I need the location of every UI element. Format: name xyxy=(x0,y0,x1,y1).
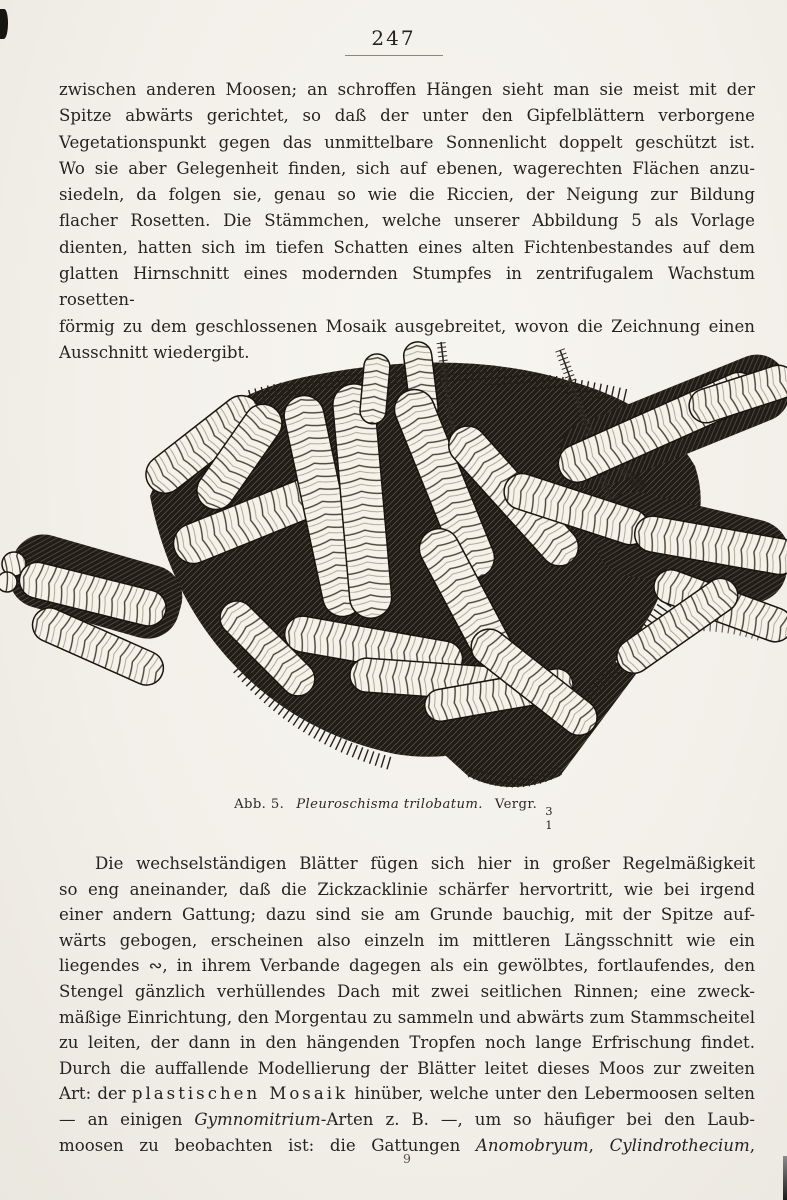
text-line: Durch die auffallende Modellierung der Blätter leitet dieses Moos zur zweiten xyxy=(59,1058,755,1078)
text-line: zu leiten, der dann in den hängenden Tropfen noch lange Erfrischung findet. xyxy=(59,1033,755,1053)
text-line: glatten Hirnschnitt eines modernden Stumpfes in zentrifugalem Wachstum rosetten- xyxy=(59,264,755,310)
page-number-rule xyxy=(345,55,443,56)
caption-species: Pleuroschisma trilobatum. xyxy=(296,797,483,812)
scan-artifact-right xyxy=(783,1156,787,1200)
page-number: 247 xyxy=(371,26,416,50)
paragraph-2 xyxy=(59,851,755,1158)
text-line: Wo sie aber Gelegenheit finden, sich auf ebenen, wagerechten Flächen anzu- xyxy=(59,158,755,178)
caption-label: Abb. 5. xyxy=(234,797,285,812)
text-line: zwischen anderen Moosen; an schroffen Hängen sieht man sie meist mit der xyxy=(59,80,755,99)
text-line: flacher Rosetten. Die Stämmchen, welche unserer Abbildung 5 als Vorlage xyxy=(59,211,755,231)
text-line: mäßige Einrichtung, den Morgentau zu sammeln und abwärts zum Stammscheitel xyxy=(59,1007,755,1027)
text-line: dienten, hatten sich im tiefen Schatten eines alten Fichtenbestandes auf dem xyxy=(59,237,755,257)
text-line: — an einigen Gymnomitrium-Arten z. B. —, um so häufiger bei den Laub- xyxy=(59,1109,756,1129)
text-line: moosen zu beobachten ist: die Gattungen Anomobryum, Cylindrothecium, xyxy=(59,1135,755,1155)
moss-illustration xyxy=(0,336,787,796)
text-line: so eng aneinander, daß die Zickzacklinie schärfer hervortritt, wie bei irgend xyxy=(59,879,755,899)
magnification-fraction: 3 1 xyxy=(545,804,553,832)
caption-magnification: Vergr. xyxy=(494,797,538,812)
text-line: Stengel gänzlich verhüllendes Dach mit zwei seitlichen Rinnen; eine zweck- xyxy=(59,981,755,1001)
text-line: wärts gebogen, erscheinen also einzeln im mittleren Längsschnitt wie ein xyxy=(59,930,755,950)
text-line: liegendes ∾, in ihrem Verbande dagegen als ein gewölbtes, fortlaufendes, den xyxy=(59,956,756,976)
page-header xyxy=(0,26,787,56)
text-line: Vegetationspunkt gegen das unmittelbare Sonnenlicht doppelt geschützt ist. xyxy=(59,132,755,152)
text-line: einer andern Gattung; dazu sind sie am Grunde bauchig, mit der Spitze auf- xyxy=(59,905,755,925)
text-line: siedeln, da folgen sie, genau so wie die Riccien, der Neigung zur Bildung xyxy=(59,185,755,205)
text-line: Ausschnitt wiedergibt. xyxy=(59,342,250,362)
paragraph-1 xyxy=(59,77,755,366)
text-line: förmig zu dem geschlossenen Mosaik ausgebreitet, wovon die Zeichnung einen xyxy=(59,316,755,336)
signature-mark: 9 xyxy=(403,1151,411,1166)
moss-drawing-svg xyxy=(0,336,787,796)
text-line: Art: der plastischen Mosaik hinüber, welche unter den Lebermoosen selten xyxy=(59,1084,755,1104)
figure-caption xyxy=(0,797,787,833)
text-line: Die wechselständigen Blätter fügen sich hier in großer Regelmäßigkeit xyxy=(95,854,755,873)
text-line: Spitze abwärts gerichtet, so daß der unter den Gipfelblättern verborgene xyxy=(59,106,755,126)
